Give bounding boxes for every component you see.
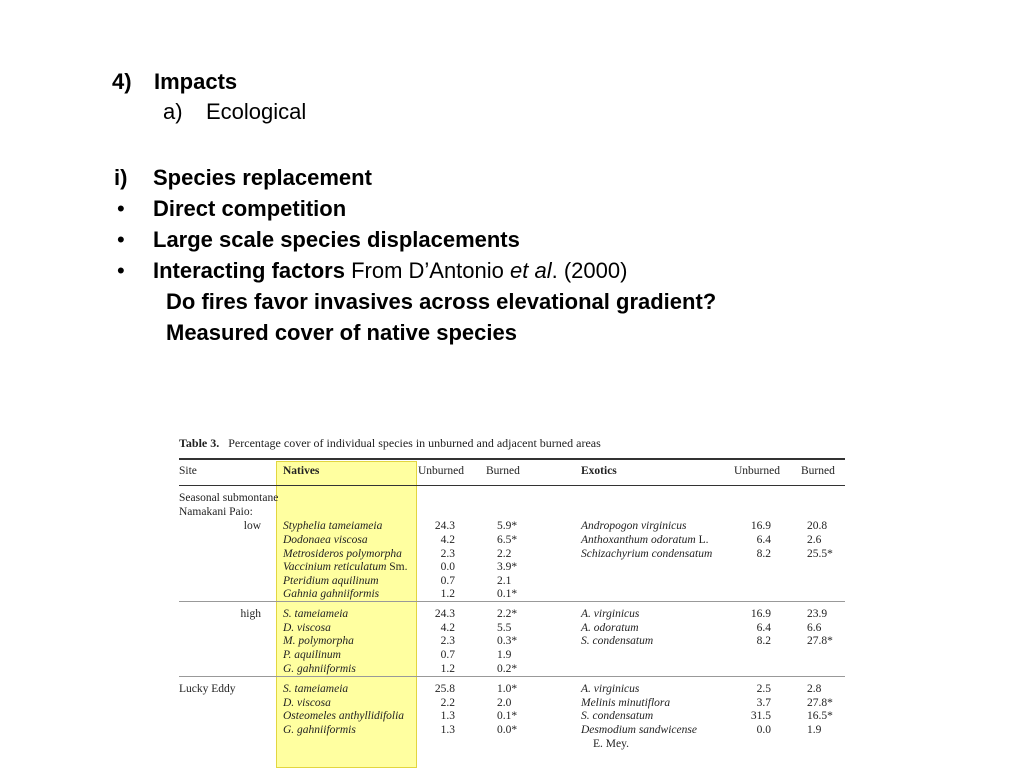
site-label: high xyxy=(240,608,261,620)
bullet-marker: • xyxy=(117,258,125,283)
exotic-species: A. virginicus xyxy=(581,608,640,620)
interacting-factors-label: Interacting factors xyxy=(153,258,345,283)
native-burned-value: 0.0* xyxy=(497,724,518,736)
exotic-unburned-value: 8.2 xyxy=(756,548,771,560)
native-unburned-value: 25.8 xyxy=(434,683,455,695)
native-burned-value: 0.2* xyxy=(497,663,518,675)
sub-number: a) xyxy=(163,99,183,124)
site-label: Lucky Eddy xyxy=(179,683,236,695)
native-unburned-value: 0.7 xyxy=(440,649,455,661)
exotic-unburned-value: 16.9 xyxy=(750,608,771,620)
col-header-natives: Natives xyxy=(283,465,320,477)
caption-text: Percentage cover of individual species in unburned and adjacent burned areas xyxy=(228,436,601,450)
question-line: Do fires favor invasives across elevational gradient? xyxy=(166,289,717,314)
exotic-unburned-value: 2.5 xyxy=(756,683,771,695)
native-burned-value: 6.5* xyxy=(497,534,518,546)
native-unburned-value: 24.3 xyxy=(434,608,455,620)
exotic-burned-value: 27.8* xyxy=(807,697,833,709)
citation-from: From D’Antonio xyxy=(351,258,504,283)
native-unburned-value: 2.3 xyxy=(440,548,455,560)
native-unburned-value: 1.2 xyxy=(440,663,455,675)
site-group-label: Namakani Paio: xyxy=(179,506,253,518)
sub-ecological: Ecological xyxy=(206,99,307,124)
native-burned-value: 1.9 xyxy=(497,649,512,661)
native-unburned-value: 1.2 xyxy=(440,588,455,600)
exotic-species: Melinis minutiflora xyxy=(581,697,671,709)
header-rule xyxy=(179,485,845,486)
native-species: G. gahniiformis xyxy=(283,663,356,675)
exotic-unburned-value: 6.4 xyxy=(756,622,771,634)
native-burned-value: 3.9* xyxy=(497,561,518,573)
native-species: S. tameiameia xyxy=(283,683,349,695)
authority-suffix: L. xyxy=(695,534,709,546)
native-species: P. aquilinum xyxy=(283,649,341,661)
bullet-marker: • xyxy=(117,227,125,252)
native-species: S. tameiameia xyxy=(283,608,349,620)
col-header-unburned-exotic: Unburned xyxy=(734,465,780,477)
item-species-replacement: Species replacement xyxy=(153,165,372,190)
citation-year: . (2000) xyxy=(551,258,628,283)
exotic-burned-value: 1.9 xyxy=(807,724,822,736)
exotic-species-continued: E. Mey. xyxy=(593,738,629,750)
col-header-site: Site xyxy=(179,465,197,477)
native-unburned-value: 0.7 xyxy=(440,575,455,587)
exotic-burned-value: 2.6 xyxy=(807,534,822,546)
native-burned-value: 0.1* xyxy=(497,588,518,600)
exotic-burned-value: 27.8* xyxy=(807,635,833,647)
exotic-species: S. condensatum xyxy=(581,635,654,647)
col-header-exotics: Exotics xyxy=(581,465,617,477)
native-burned-value: 5.5 xyxy=(497,622,512,634)
exotic-species: Anthoxanthum odoratum L. xyxy=(581,534,709,546)
native-species: Styphelia tameiameia xyxy=(283,520,383,532)
native-species: Pteridium aquilinum xyxy=(283,575,379,587)
exotic-species: S. condensatum xyxy=(581,710,654,722)
exotic-species: Desmodium sandwicense xyxy=(581,724,697,736)
site-label: low xyxy=(243,520,261,532)
table-caption xyxy=(179,436,601,451)
caption-label: Table 3. xyxy=(179,436,220,450)
native-species: D. viscosa xyxy=(283,622,331,634)
col-header-burned-exotic: Burned xyxy=(801,465,835,477)
native-burned-value: 2.2* xyxy=(497,608,518,620)
native-unburned-value: 2.2 xyxy=(440,697,455,709)
bullet-interacting-factors xyxy=(153,258,627,284)
native-species: G. gahniiformis xyxy=(283,724,356,736)
native-species: Gahnia gahniiformis xyxy=(283,588,380,600)
species-cover-table xyxy=(179,434,845,768)
item-i-marker: i) xyxy=(114,165,128,190)
exotic-burned-value: 6.6 xyxy=(807,622,822,634)
native-burned-value: 0.1* xyxy=(497,710,518,722)
native-burned-value: 5.9* xyxy=(497,520,518,532)
col-header-unburned: Unburned xyxy=(418,465,464,477)
native-unburned-value: 2.3 xyxy=(440,635,455,647)
native-species: Vaccinium reticulatum Sm. xyxy=(283,561,408,573)
exotic-species: Andropogon virginicus xyxy=(581,520,687,532)
native-species: Metrosideros polymorpha xyxy=(283,548,402,560)
group-rule xyxy=(179,601,845,602)
exotic-unburned-value: 16.9 xyxy=(750,520,771,532)
exotic-unburned-value: 8.2 xyxy=(756,635,771,647)
col-header-burned: Burned xyxy=(486,465,520,477)
exotic-species: Schizachyrium condensatum xyxy=(581,548,713,560)
exotic-species: A. virginicus xyxy=(581,683,640,695)
group-rule xyxy=(179,676,845,677)
exotic-burned-value: 2.8 xyxy=(807,683,822,695)
exotic-burned-value: 20.8 xyxy=(807,520,828,532)
exotic-burned-value: 23.9 xyxy=(807,608,828,620)
native-burned-value: 1.0* xyxy=(497,683,518,695)
native-unburned-value: 4.2 xyxy=(440,534,455,546)
heading-impacts: Impacts xyxy=(154,69,238,94)
native-burned-value: 0.3* xyxy=(497,635,518,647)
measured-line: Measured cover of native species xyxy=(166,320,517,345)
native-unburned-value: 1.3 xyxy=(440,710,455,722)
bullet-large-scale: Large scale species displacements xyxy=(153,227,520,252)
native-burned-value: 2.2 xyxy=(497,548,512,560)
bullet-direct-competition: Direct competition xyxy=(153,196,347,221)
exotic-species: A. odoratum xyxy=(581,622,639,634)
native-unburned-value: 1.3 xyxy=(440,724,455,736)
exotic-unburned-value: 0.0 xyxy=(756,724,771,736)
exotic-unburned-value: 6.4 xyxy=(756,534,771,546)
top-rule xyxy=(179,458,845,460)
native-unburned-value: 0.0 xyxy=(440,561,455,573)
native-unburned-value: 24.3 xyxy=(434,520,455,532)
bullet-marker: • xyxy=(117,196,125,221)
native-burned-value: 2.0 xyxy=(497,697,512,709)
exotic-unburned-value: 3.7 xyxy=(756,697,771,709)
exotic-unburned-value: 31.5 xyxy=(750,710,771,722)
native-species: Dodonaea viscosa xyxy=(283,534,368,546)
native-species: D. viscosa xyxy=(283,697,331,709)
heading-number: 4) xyxy=(112,69,132,94)
exotic-burned-value: 16.5* xyxy=(807,710,833,722)
native-burned-value: 2.1 xyxy=(497,575,512,587)
site-group-label: Seasonal submontane xyxy=(179,492,279,504)
native-unburned-value: 4.2 xyxy=(440,622,455,634)
native-species: Osteomeles anthyllidifolia xyxy=(283,710,405,722)
citation-etal: et al xyxy=(510,258,552,283)
native-species: M. polymorpha xyxy=(283,635,354,647)
exotic-burned-value: 25.5* xyxy=(807,548,833,560)
authority-suffix: Sm. xyxy=(386,561,408,573)
